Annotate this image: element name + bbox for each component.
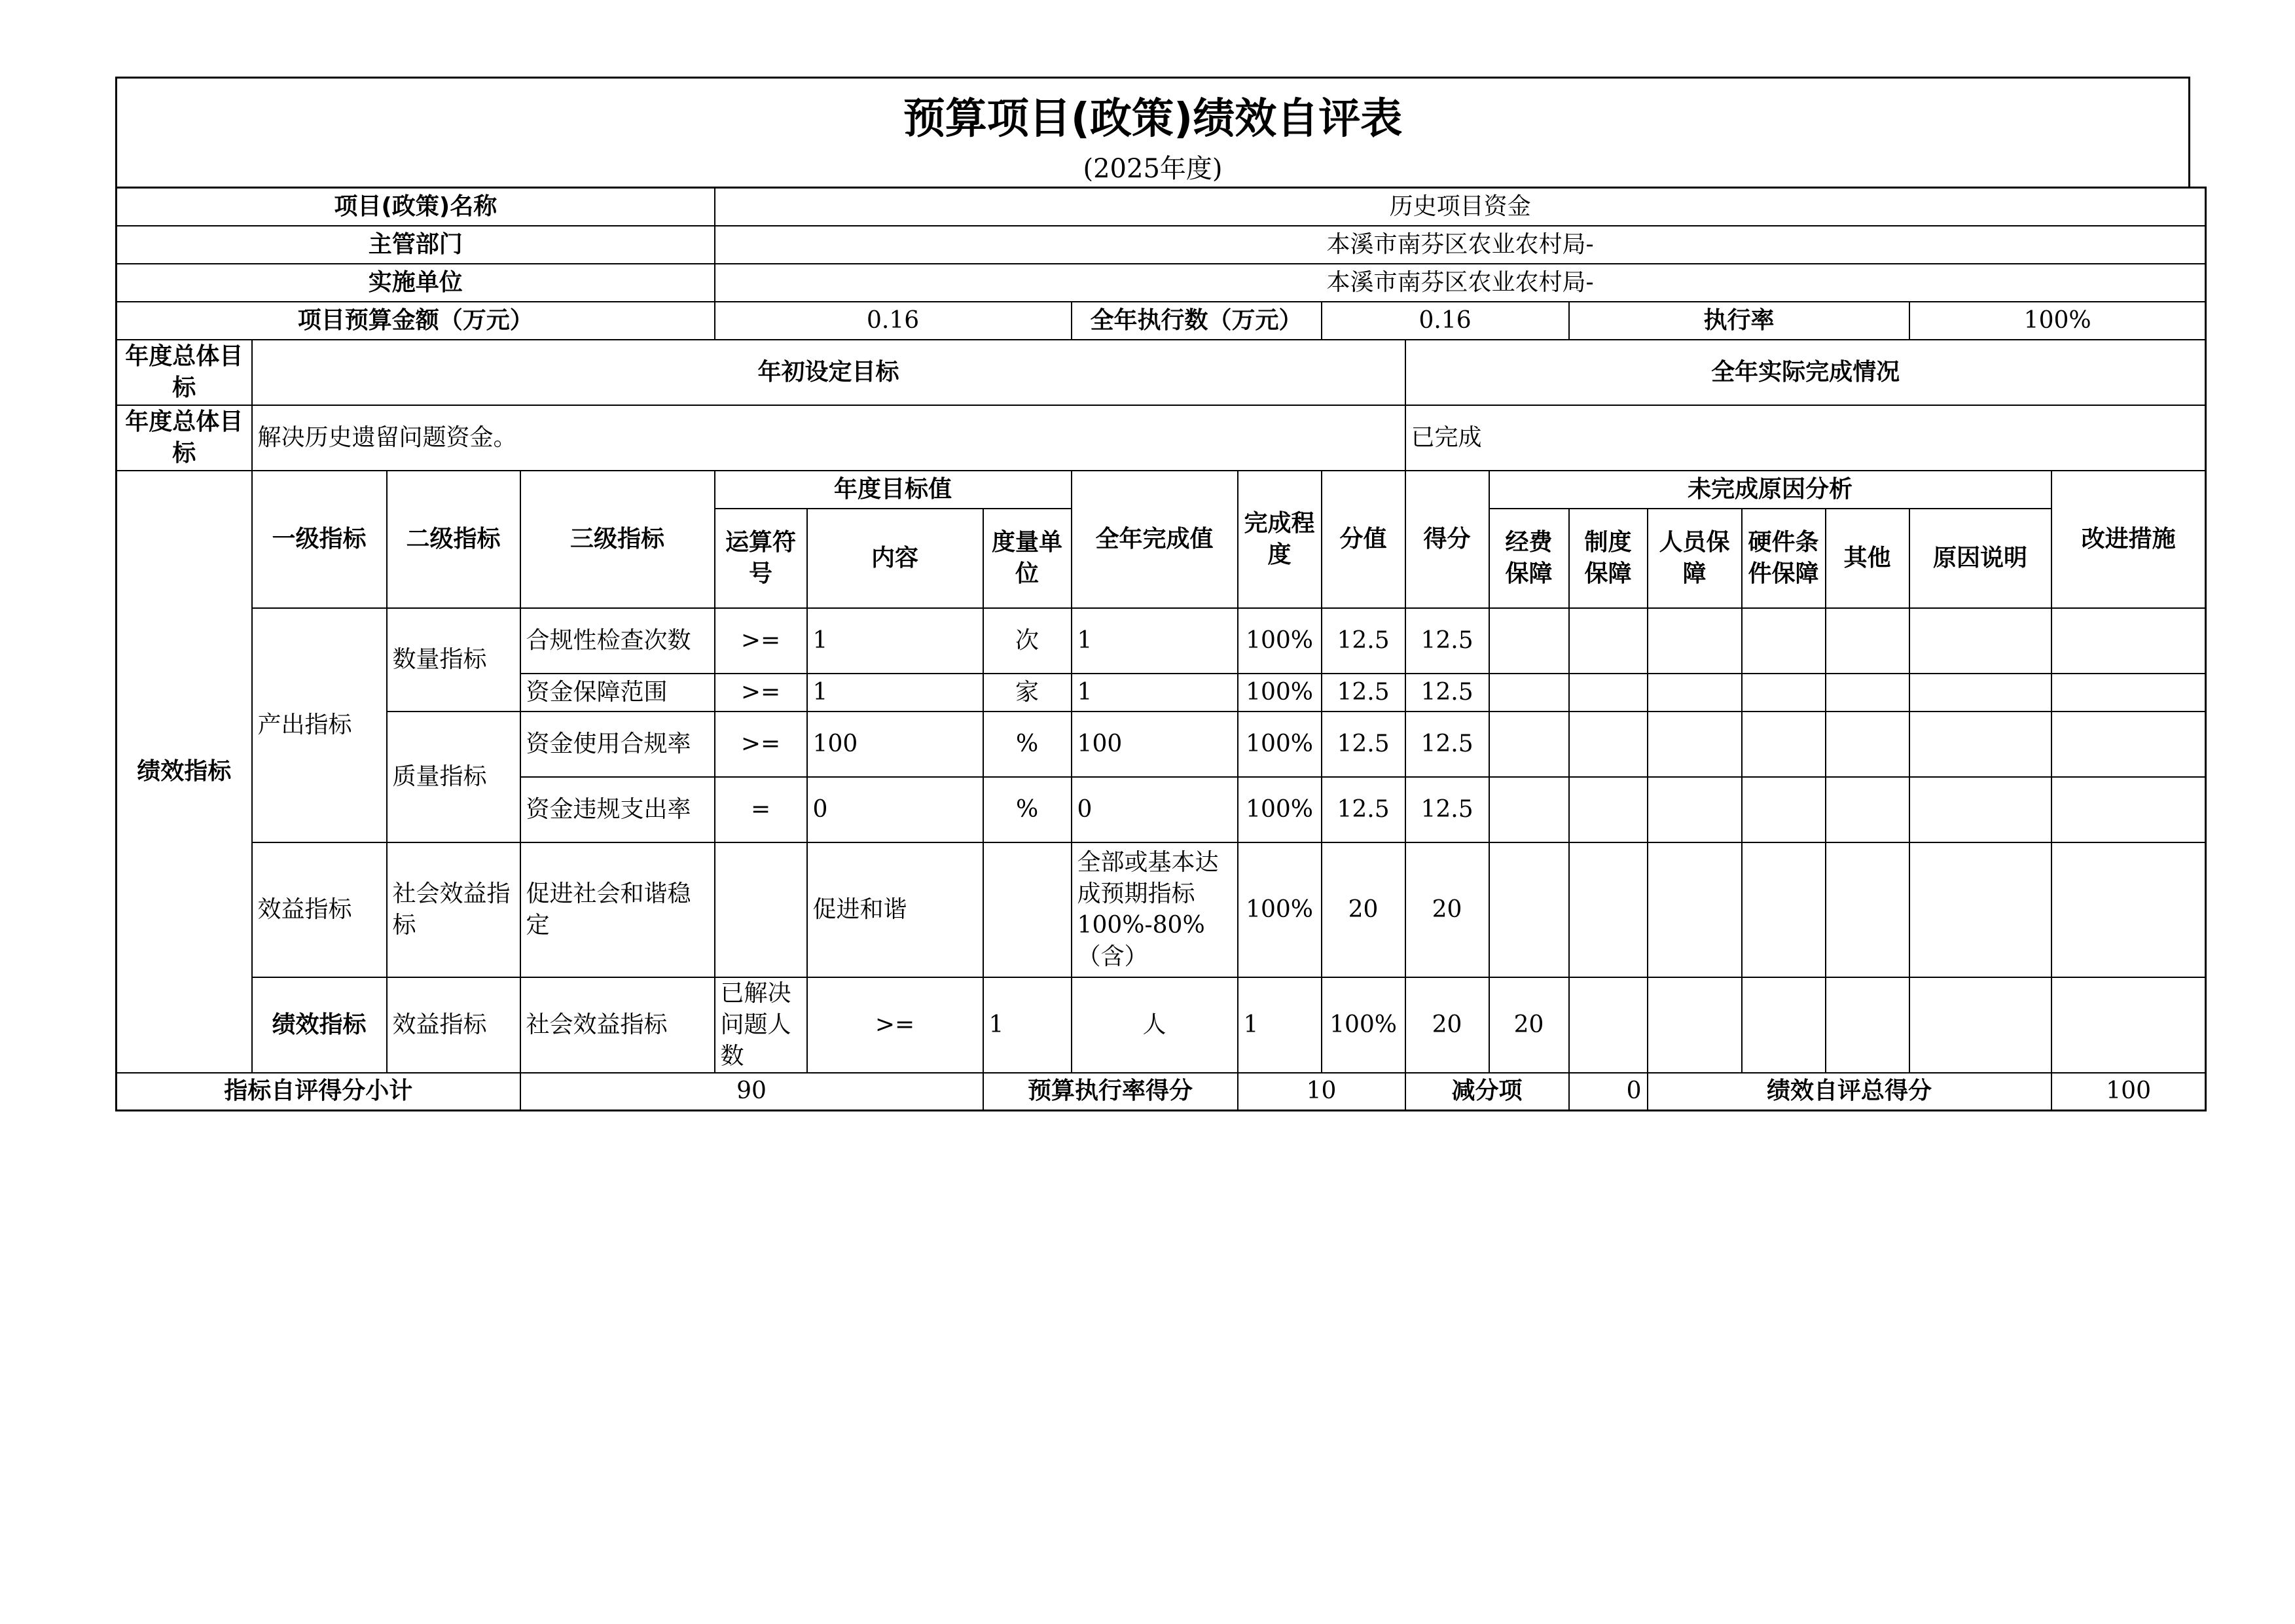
footer-row <box>117 1073 2206 1111</box>
empty-cell <box>1909 842 2051 977</box>
unit-label: 实施单位 <box>117 264 715 302</box>
row-score: 12.5 <box>1405 608 1489 674</box>
project-name-label: 项目(政策)名称 <box>117 188 715 226</box>
empty-cell <box>1826 608 1909 674</box>
row-op: = <box>715 777 807 842</box>
row-score: 20 <box>1489 977 1569 1073</box>
empty-cell <box>1489 674 1569 712</box>
empty-cell <box>1742 712 1826 777</box>
empty-cell <box>1909 777 2051 842</box>
empty-cell <box>2051 712 2206 777</box>
row-unit: 家 <box>983 674 1072 712</box>
title-block <box>115 77 2190 187</box>
empty-cell <box>1648 608 1742 674</box>
header-annual-target: 年度目标值 <box>715 471 1072 509</box>
group-benefit: 效益指标 <box>252 842 387 977</box>
info-row-unit <box>117 264 2206 302</box>
page-subtitle: (2025年度) <box>1083 154 1223 184</box>
row-content: 1 <box>983 977 1072 1073</box>
empty-cell <box>1909 977 2051 1073</box>
budget-value: 0.16 <box>715 302 1072 340</box>
table-row <box>117 842 2206 977</box>
rate-value: 100% <box>1909 302 2206 340</box>
evaluation-table <box>115 187 2207 1111</box>
perf-indicator-label-2: 绩效指标 <box>252 977 387 1073</box>
empty-cell <box>1909 712 2051 777</box>
budget-score-label: 预算执行率得分 <box>983 1073 1238 1111</box>
budget-label: 项目预算金额（万元） <box>117 302 715 340</box>
budget-score-value: 10 <box>1238 1073 1405 1111</box>
unit-value: 本溪市南芬区农业农村局- <box>715 264 2206 302</box>
empty-cell <box>1489 608 1569 674</box>
row-degree: 100% <box>1322 977 1405 1073</box>
header-reason-other: 其他 <box>1826 509 1909 608</box>
empty-cell <box>1569 608 1648 674</box>
row-value: 20 <box>1405 977 1489 1073</box>
group-benefit-2: 效益指标 <box>387 977 520 1073</box>
row-op: >= <box>715 674 807 712</box>
row-content: 1 <box>807 608 983 674</box>
row-op: >= <box>807 977 983 1073</box>
empty-cell <box>1826 977 1909 1073</box>
goal-header-row <box>117 340 2206 405</box>
row-unit: 次 <box>983 608 1072 674</box>
project-name-value: 历史项目资金 <box>715 188 2206 226</box>
empty-cell <box>1909 674 2051 712</box>
empty-cell <box>1489 712 1569 777</box>
header-reason-hardware: 硬件条件保障 <box>1742 509 1826 608</box>
header-unit: 度量单位 <box>983 509 1072 608</box>
row-value: 12.5 <box>1322 712 1405 777</box>
empty-cell <box>1742 842 1826 977</box>
empty-cell <box>1826 842 1909 977</box>
header-improve: 改进措施 <box>2051 471 2206 608</box>
row-op: >= <box>715 712 807 777</box>
goal-initial-value: 解决历史遗留问题资金。 <box>252 405 1405 471</box>
page-title: 预算项目(政策)绩效自评表 <box>903 95 1403 143</box>
total-value: 100 <box>2051 1073 2206 1111</box>
header-reason-funding: 经费保障 <box>1489 509 1569 608</box>
header-reason-note: 原因说明 <box>1909 509 2051 608</box>
empty-cell <box>1648 977 1742 1073</box>
subtotal-label: 指标自评得分小计 <box>117 1073 520 1111</box>
table-row <box>117 712 2206 777</box>
empty-cell <box>1648 777 1742 842</box>
row-op <box>715 842 807 977</box>
row-value: 12.5 <box>1322 777 1405 842</box>
dept-label: 主管部门 <box>117 226 715 264</box>
row-degree: 100% <box>1238 608 1322 674</box>
group-social-2: 社会效益指标 <box>520 977 715 1073</box>
row-content: 促进和谐 <box>807 842 983 977</box>
empty-cell <box>2051 674 2206 712</box>
row-degree: 100% <box>1238 674 1322 712</box>
empty-cell <box>1648 842 1742 977</box>
row-score: 20 <box>1405 842 1489 977</box>
row-score: 12.5 <box>1405 674 1489 712</box>
row-degree: 100% <box>1238 842 1322 977</box>
empty-cell <box>1489 842 1569 977</box>
table-row <box>117 977 2206 1073</box>
header-actual: 全年完成值 <box>1072 471 1238 608</box>
empty-cell <box>1648 712 1742 777</box>
empty-cell <box>1826 712 1909 777</box>
total-label: 绩效自评总得分 <box>1648 1073 2051 1111</box>
empty-cell <box>1569 674 1648 712</box>
empty-cell <box>1742 777 1826 842</box>
row-content: 100 <box>807 712 983 777</box>
header-content: 内容 <box>807 509 983 608</box>
header-degree: 完成程度 <box>1238 471 1322 608</box>
header-level3: 三级指标 <box>520 471 715 608</box>
row-unit: % <box>983 777 1072 842</box>
goal-label-2: 年度总体目标 <box>117 405 252 471</box>
empty-cell <box>1826 674 1909 712</box>
empty-cell <box>1742 674 1826 712</box>
row-name: 已解决问题人数 <box>715 977 807 1073</box>
table-row <box>117 608 2206 674</box>
row-degree: 100% <box>1238 777 1322 842</box>
evaluation-sheet <box>115 77 2190 1111</box>
empty-cell <box>2051 608 2206 674</box>
row-actual: 1 <box>1072 608 1238 674</box>
empty-cell <box>1569 842 1648 977</box>
row-name: 资金违规支出率 <box>520 777 715 842</box>
row-actual: 100 <box>1072 712 1238 777</box>
row-actual: 1 <box>1072 674 1238 712</box>
empty-cell <box>1569 977 1648 1073</box>
group-output: 产出指标 <box>252 608 387 842</box>
row-actual: 全部或基本达成预期指标100%-80%（含） <box>1072 842 1238 977</box>
header-reason-system: 制度保障 <box>1569 509 1648 608</box>
empty-cell <box>1742 977 1826 1073</box>
row-value: 12.5 <box>1322 674 1405 712</box>
goal-actual-value: 已完成 <box>1405 405 2206 471</box>
goal-label: 年度总体目标 <box>117 340 252 405</box>
row-unit <box>983 842 1072 977</box>
header-score: 得分 <box>1405 471 1489 608</box>
row-name: 促进社会和谐稳定 <box>520 842 715 977</box>
row-score: 12.5 <box>1405 712 1489 777</box>
deduct-label: 减分项 <box>1405 1073 1569 1111</box>
row-value: 12.5 <box>1322 608 1405 674</box>
row-name: 合规性检查次数 <box>520 608 715 674</box>
group-quantity: 数量指标 <box>387 608 520 712</box>
empty-cell <box>2051 842 2206 977</box>
rate-label: 执行率 <box>1569 302 1909 340</box>
empty-cell <box>1569 712 1648 777</box>
exec-value: 0.16 <box>1322 302 1569 340</box>
header-row-1 <box>117 471 2206 509</box>
info-row-dept <box>117 226 2206 264</box>
empty-cell <box>1742 608 1826 674</box>
row-op: >= <box>715 608 807 674</box>
row-content: 0 <box>807 777 983 842</box>
deduct-value: 0 <box>1569 1073 1648 1111</box>
row-name: 资金使用合规率 <box>520 712 715 777</box>
header-reason-staff: 人员保障 <box>1648 509 1742 608</box>
header-reason-group: 未完成原因分析 <box>1489 471 2051 509</box>
row-value: 20 <box>1322 842 1405 977</box>
group-social: 社会效益指标 <box>387 842 520 977</box>
info-row-name <box>117 188 2206 226</box>
empty-cell <box>2051 977 2206 1073</box>
group-quality: 质量指标 <box>387 712 520 842</box>
row-actual: 0 <box>1072 777 1238 842</box>
row-actual: 1 <box>1238 977 1322 1073</box>
header-score-value: 分值 <box>1322 471 1405 608</box>
empty-cell <box>1489 777 1569 842</box>
empty-cell <box>2051 777 2206 842</box>
empty-cell <box>1826 777 1909 842</box>
empty-cell <box>1569 777 1648 842</box>
row-score: 12.5 <box>1405 777 1489 842</box>
row-content: 1 <box>807 674 983 712</box>
info-row-budget <box>117 302 2206 340</box>
row-name: 资金保障范围 <box>520 674 715 712</box>
goal-actual-header: 全年实际完成情况 <box>1405 340 2206 405</box>
dept-value: 本溪市南芬区农业农村局- <box>715 226 2206 264</box>
header-op: 运算符号 <box>715 509 807 608</box>
goal-initial-header: 年初设定目标 <box>252 340 1405 405</box>
subtotal-value: 90 <box>520 1073 983 1111</box>
empty-cell <box>1909 608 2051 674</box>
goal-value-row <box>117 405 2206 471</box>
row-unit: % <box>983 712 1072 777</box>
header-level2: 二级指标 <box>387 471 520 608</box>
perf-indicator-label: 绩效指标 <box>117 471 252 1073</box>
header-level1: 一级指标 <box>252 471 387 608</box>
empty-cell <box>1648 674 1742 712</box>
exec-label: 全年执行数（万元） <box>1072 302 1322 340</box>
row-unit: 人 <box>1072 977 1238 1073</box>
row-degree: 100% <box>1238 712 1322 777</box>
